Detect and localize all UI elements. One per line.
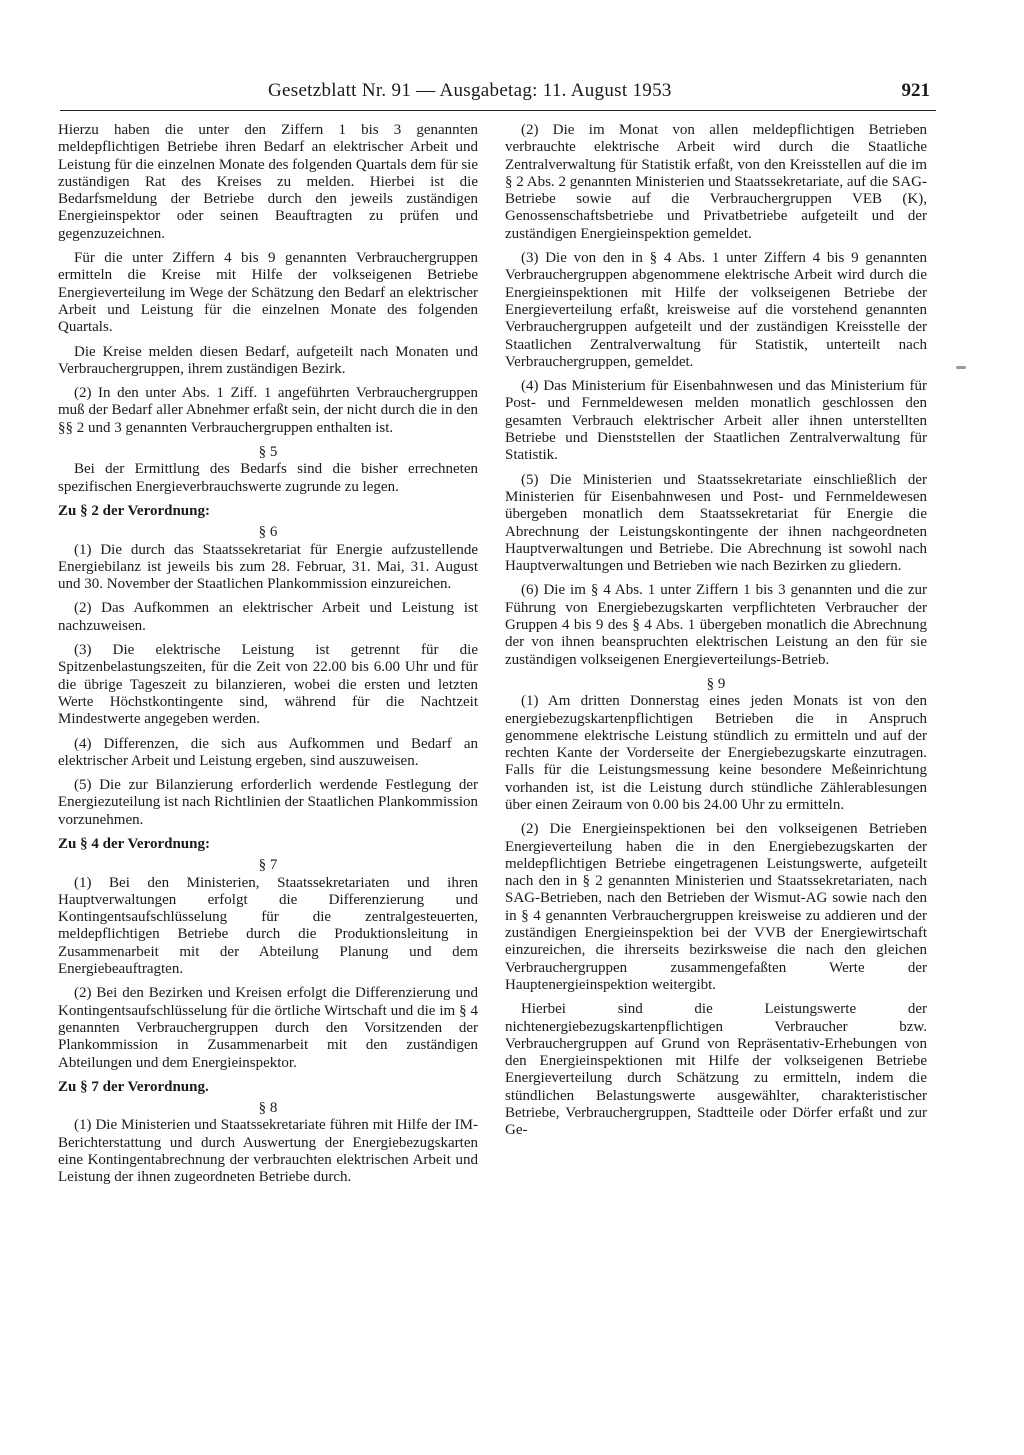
section-heading: § 6 <box>258 524 278 541</box>
paragraph: Bei der Ermittlung des Bedarfs sind die bisher errechneten spezifischen Energieverbrauchswerte zugrunde zu legen. <box>58 461 478 495</box>
paragraph: (5) Die zur Bilanzierung erforderlich werdende Festlegung der Energiezuteilung ist nach Richtlinien der Staatlichen Plankommission vorzunehmen. <box>58 777 478 828</box>
header-title: Gesetzblatt Nr. 91 — Ausgabetag: 11. August 1953 <box>268 80 672 101</box>
paragraph: (4) Differenzen, die sich aus Aufkommen und Bedarf an elektrischer Arbeit und Leistung ergeben, sind auszuweisen. <box>58 735 478 769</box>
paragraph: (3) Die von den in § 4 Abs. 1 unter Ziffern 4 bis 9 genannten Verbrauchergruppen abgenommene elektrische Arbeit wird durch die Energieinspektionen mit Hilfe der volkseigenen Betriebe der Energieverteilung erfaßt, kreisweise auf die vorstehend genannten Verbrauchergruppen aufgeteilt und der zuständigen Kreisstelle der Staatlichen Zentralverwaltung für Statistik, unterteilt nach Verbrauchergruppen, gemeldet. <box>505 250 927 370</box>
paragraph: (1) Die Ministerien und Staatssekretariate führen mit Hilfe der IM-Berichterstattung und durch Auswertung der Energiebezugskarten eine Kontingentabrechnung der verbrauchten elektrischen Arbeit und Leistung der ihnen zugeordneten Betriebe durch. <box>58 1117 478 1186</box>
paragraph: Hierzu haben die unter den Ziffern 1 bis 3 genannten meldepflichtigen Betriebe ihren Bedarf an elektrischer Arbeit und Leistung für die einzelnen Monate des folgenden Quartals dem für sie zuständigen Rat des Kreises zu melden. Hierbei ist die Bedarfsmeldung der Betriebe durch den jeweils zuständigen Energieinspektor oder seinen Beauftragten zu prüfen und gegenzuzeichnen. <box>58 122 478 242</box>
paragraph: (6) Die im § 4 Abs. 1 unter Ziffern 1 bis 3 genannten und die zur Führung von Energiebezugskarten verpflichteten Verbraucher der Gruppen 4 bis 9 des § 4 Abs. 1 übergeben monatlich die Abrechnung der von ihnen beanspruchten elektrischen Leistung an den für sie zuständigen volkseigenen Energieverteilungs-Betrieb. <box>505 582 927 668</box>
paragraph: (5) Die Ministerien und Staatssekretariate einschließlich der Ministerien für Eisenbahnwesen und Post- und Fernmeldewesen übergeben monatlich dem Staatssekretariat für Energie die Abrechnung der Leistungskontingente der ihnen nachgeordneten Hauptverwaltungen und Betriebe. Die Abrechnung ist sowohl nach Hauptverwaltungen und Betrieben wie nach Bezirken zu gliedern. <box>505 471 927 575</box>
page-header <box>60 80 936 111</box>
paragraph: Für die unter Ziffern 4 bis 9 genannten Verbrauchergruppen ermitteln die Kreise mit Hilfe der volkseigenen Betriebe Energieverteilung im Wege der Schätzung den Bedarf an elektrischer Arbeit und Leistung für die einzelnen Monate des folgenden Quartals. <box>58 250 478 336</box>
margin-smudge <box>956 366 966 369</box>
section-heading: § 5 <box>258 444 278 461</box>
section-heading: § 7 <box>258 857 278 874</box>
regulation-heading: Zu § 7 der Verordnung. <box>58 1078 209 1095</box>
paragraph: (2) Die im Monat von allen meldepflichtigen Betrieben verbrauchte elektrische Arbeit wird durch die Staatliche Zentralverwaltung für Statistik erfaßt, von den Kreisstellen auf die im § 2 Abs. 2 genannten Ministerien und Staatssekretariate, auf die SAG-Betriebe sowie auf die Verbrauchergruppen VEB (K), Genossenschaftsbetriebe und Privatbetriebe aufgeteilt und der zuständigen Energieinspektion gemeldet. <box>505 122 927 242</box>
paragraph: (2) In den unter Abs. 1 Ziff. 1 angeführten Verbrauchergruppen muß der Bedarf aller Abnehmer erfaßt sein, der nicht durch die in den §§ 2 und 3 genannten Verbrauchergruppen enthalten ist. <box>58 385 478 436</box>
left-column <box>58 122 478 1194</box>
paragraph: (2) Bei den Bezirken und Kreisen erfolgt die Differenzierung und Kontingentsaufschlüsselung für die örtliche Wirtschaft und die im § 4 genannten Verbrauchergruppen durch den Vorsitzenden der Plankommission in Zusammenarbeit mit den zuständigen Abteilungen und dem Energieinspektor. <box>58 985 478 1071</box>
paragraph: Die Kreise melden diesen Bedarf, aufgeteilt nach Monaten und Verbrauchergruppen, ihrem zuständigen Bezirk. <box>58 343 478 377</box>
paragraph: (3) Die elektrische Leistung ist getrennt für die Spitzenbelastungszeiten, für die Zeit von 22.00 bis 6.00 Uhr und für die übrige Tageszeit zu bilanzieren, wobei die ersten und letzten Werte Höchstkontingente sind, während für die Nachtzeit Mindestwerte angegeben werden. <box>58 642 478 728</box>
paragraph: (4) Das Ministerium für Eisenbahnwesen und das Ministerium für Post- und Fernmeldewesen melden monatlich geschlossen den gesamten Verbrauch elektrischer Arbeit aller ihnen unterstellten Betriebe und Dienststellen der Staatlichen Zentralverwaltung für Statistik. <box>505 378 927 464</box>
paragraph: (1) Bei den Ministerien, Staatssekretariaten und ihren Hauptverwaltungen erfolgt die Differenzierung und Kontingentsaufschlüsselung für die zentralgesteuerten, meldepflichtigen Betriebe durch die Produktionsleitung in Zusammenarbeit mit der Abteilung Planung und dem Energiebeauftragten. <box>58 874 478 978</box>
section-heading: § 9 <box>706 675 726 692</box>
page-number: 921 <box>901 80 930 101</box>
paragraph: (2) Die Energieinspektionen bei den volkseigenen Betrieben Energieverteilung haben die in den Energiebezugskarten der meldepflichtigen Betriebe eingetragenen Leistungswerte, aufgeteilt nach den in § 2 genannten Ministerien und Staatssekretariaten, nach SAG-Betrieben, nach den Betrieben der Wismut-AG sowie nach den in § 4 genannten Verbrauchergruppen kreisweise zu addieren und der zuständigen Energieinspektion bei der VVB der Energiewirtschaft einzureichen, die ihrerseits bezirksweise die nach den gleichen Verbrauchergruppen zusammengefaßten Werte der Hauptenergieinspektion weitergibt. <box>505 821 927 993</box>
paragraph: Hierbei sind die Leistungswerte der nichtenergiebezugskartenpflichtigen Verbraucher bzw. Verbrauchergruppen auf Grund von Repräsentativ-Erhebungen von den Energieinspektionen mit Hilfe der volkseigenen Betriebe Energieverteilung durch Schätzung zu ermitteln, indem die stündlichen Belastungswerte ausgewählter, charakteristischer Betriebe, Verbrauchergruppen, Stadtteile oder Dörfer erfaßt und zur Ge- <box>505 1001 927 1139</box>
section-heading: § 8 <box>258 1100 278 1117</box>
regulation-heading: Zu § 2 der Verordnung: <box>58 502 210 519</box>
right-column <box>505 122 927 1147</box>
regulation-heading: Zu § 4 der Verordnung: <box>58 835 210 852</box>
paragraph: (2) Das Aufkommen an elektrischer Arbeit und Leistung ist nachzuweisen. <box>58 600 478 634</box>
paragraph: (1) Die durch das Staatssekretariat für Energie aufzustellende Energiebilanz ist jeweils bis zum 28. Februar, 31. Mai, 31. August und 30. November der Staatlichen Plankommission einzureichen. <box>58 541 478 593</box>
paragraph: (1) Am dritten Donnerstag eines jeden Monats ist von den energiebezugskartenpflichtigen Betrieben die in Anspruch genommene elektrische Leistung stündlich zu ermitteln und auf der rechten Kante der Vorderseite der Energiebezugskarte einzutragen. Falls für die Leistungsmessung keine besondere Meßeinrichtung vorhanden ist, ist die Leistung durch stündliche Zählerablesungen über einen Zeiraum von 0.00 bis 24.00 Uhr zu ermitteln. <box>505 693 927 813</box>
